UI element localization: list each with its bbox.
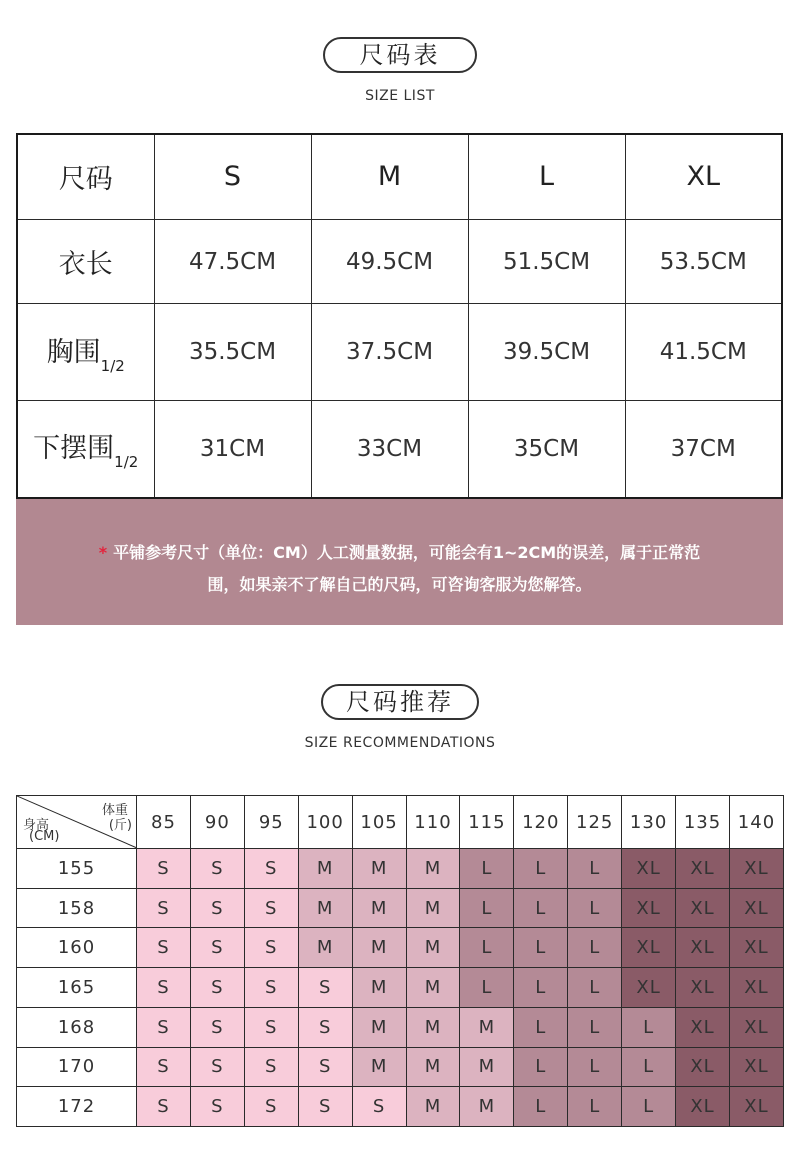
size-cell: L [460, 888, 514, 928]
size-cell: M [352, 1007, 406, 1047]
size-cell: L [622, 1007, 676, 1047]
size-cell: S [190, 1007, 244, 1047]
table-cell: 35CM [468, 400, 625, 498]
size-cell: XL [676, 1087, 730, 1127]
size-header-s: S [154, 134, 311, 219]
size-cell: L [460, 928, 514, 968]
size-cell: L [568, 1007, 622, 1047]
size-cell: XL [729, 1047, 783, 1087]
table-row [17, 888, 784, 928]
size-cell: S [244, 968, 298, 1008]
size-cell: L [460, 849, 514, 889]
size-cell: M [352, 1047, 406, 1087]
size-row-length [17, 219, 782, 303]
table-cell: 39.5CM [468, 304, 625, 401]
size-cell: S [298, 1087, 352, 1127]
size-cell: S [298, 1007, 352, 1047]
weight-header-cell: 105 [352, 796, 406, 849]
size-cell: L [622, 1047, 676, 1087]
weight-unit-label: (斤) [108, 818, 132, 833]
size-cell: M [406, 1087, 460, 1127]
size-cell: S [352, 1087, 406, 1127]
size-cell: S [137, 968, 191, 1008]
size-cell: S [190, 928, 244, 968]
size-cell: XL [676, 849, 730, 889]
size-cell: S [244, 928, 298, 968]
size-cell: XL [676, 1047, 730, 1087]
size-cell: S [137, 888, 191, 928]
size-cell: M [460, 1007, 514, 1047]
weight-header-cell: 100 [298, 796, 352, 849]
size-list-title: 尺码表 [323, 37, 477, 73]
size-cell: XL [676, 928, 730, 968]
weight-header-cell: 95 [244, 796, 298, 849]
height-cell: 160 [17, 928, 137, 968]
weight-header-cell: 135 [676, 796, 730, 849]
size-cell: M [406, 1047, 460, 1087]
table-row [17, 1007, 784, 1047]
size-cell: L [568, 928, 622, 968]
size-cell: S [190, 888, 244, 928]
row-label-chest: 胸围$_{1/2}$ [17, 304, 154, 401]
size-cell: M [298, 849, 352, 889]
size-cell: S [137, 1047, 191, 1087]
size-header-row [17, 134, 782, 219]
weight-header-cell: 90 [190, 796, 244, 849]
size-cell: S [137, 1007, 191, 1047]
size-cell: L [568, 888, 622, 928]
size-cell: S [137, 928, 191, 968]
corner-cell [17, 796, 137, 849]
size-cell: M [406, 1007, 460, 1047]
size-cell: M [406, 888, 460, 928]
size-row-chest [17, 304, 782, 401]
height-label: 身高 [23, 818, 50, 833]
row-label-hem: 下摆围$_{1/2}$ [17, 400, 154, 498]
size-header-label: 尺码 [17, 134, 154, 219]
table-cell: 51.5CM [468, 219, 625, 303]
table-row [17, 928, 784, 968]
table-cell: 49.5CM [311, 219, 468, 303]
weight-header-cell: 85 [137, 796, 191, 849]
size-cell: S [137, 1087, 191, 1127]
size-cell: S [244, 888, 298, 928]
size-list-subtitle: SIZE LIST [365, 88, 435, 104]
height-cell: 158 [17, 888, 137, 928]
height-cell: 170 [17, 1047, 137, 1087]
size-cell: L [460, 968, 514, 1008]
height-unit-label: (CM) [29, 829, 60, 844]
size-cell: M [352, 968, 406, 1008]
size-cell: S [298, 968, 352, 1008]
weight-header-cell: 130 [622, 796, 676, 849]
size-cell: S [244, 1047, 298, 1087]
size-cell: L [514, 1047, 568, 1087]
size-cell: L [568, 1047, 622, 1087]
size-cell: XL [622, 968, 676, 1008]
size-cell: M [352, 888, 406, 928]
size-cell: S [190, 1047, 244, 1087]
size-cell: M [406, 968, 460, 1008]
size-cell: M [298, 888, 352, 928]
size-cell: XL [729, 928, 783, 968]
table-cell: 47.5CM [154, 219, 311, 303]
table-row [17, 968, 784, 1008]
size-cell: XL [676, 968, 730, 1008]
size-header-xl: XL [625, 134, 782, 219]
size-cell: XL [729, 1087, 783, 1127]
note-line-1: * 平铺参考尺寸（单位：CM）人工测量数据，可能会有1~2CM的误差，属于正常范 [98, 543, 701, 562]
size-cell: L [514, 1087, 568, 1127]
size-cell: XL [622, 888, 676, 928]
size-cell: L [514, 928, 568, 968]
height-cell: 172 [17, 1087, 137, 1127]
size-row-hem [17, 400, 782, 498]
size-header-m: M [311, 134, 468, 219]
size-cell: S [190, 968, 244, 1008]
size-cell: L [514, 1007, 568, 1047]
size-cell: XL [622, 849, 676, 889]
height-cell: 165 [17, 968, 137, 1008]
size-cell: S [244, 849, 298, 889]
table-cell: 37CM [625, 400, 782, 498]
table-cell: 41.5CM [625, 304, 782, 401]
table-cell: 53.5CM [625, 219, 782, 303]
size-list-table [16, 133, 783, 499]
size-header-l: L [468, 134, 625, 219]
row-label-length: 衣长 [17, 219, 154, 303]
size-cell: L [514, 849, 568, 889]
size-cell: M [298, 928, 352, 968]
weight-label: 体重 [101, 803, 128, 818]
size-cell: L [514, 968, 568, 1008]
size-cell: S [137, 849, 191, 889]
weight-header-cell: 125 [568, 796, 622, 849]
weight-header-row [17, 796, 784, 849]
size-cell: S [190, 849, 244, 889]
height-cell: 168 [17, 1007, 137, 1047]
weight-header-cell: 140 [729, 796, 783, 849]
size-cell: XL [676, 1007, 730, 1047]
size-cell: M [352, 849, 406, 889]
size-cell: L [622, 1087, 676, 1127]
table-cell: 35.5CM [154, 304, 311, 401]
table-cell: 37.5CM [311, 304, 468, 401]
weight-header-cell: 110 [406, 796, 460, 849]
size-cell: M [406, 928, 460, 968]
note-asterisk: * [98, 543, 108, 562]
recommendations-subtitle: SIZE RECOMMENDATIONS [304, 735, 496, 751]
measurement-note [16, 499, 783, 625]
weight-header-cell: 115 [460, 796, 514, 849]
size-cell: L [568, 1087, 622, 1127]
recommendations-title: 尺码推荐 [321, 684, 479, 720]
size-cell: XL [729, 1007, 783, 1047]
size-cell: L [568, 968, 622, 1008]
size-cell: L [568, 849, 622, 889]
size-cell: M [352, 928, 406, 968]
height-cell: 155 [17, 849, 137, 889]
table-row [17, 1047, 784, 1087]
size-cell: XL [729, 888, 783, 928]
note-line-2: 围，如果亲不了解自己的尺码，可咨询客服为您解答。 [207, 575, 592, 594]
table-row [17, 1087, 784, 1127]
table-row [17, 849, 784, 889]
size-cell: M [460, 1047, 514, 1087]
table-cell: 33CM [311, 400, 468, 498]
size-cell: S [244, 1007, 298, 1047]
size-cell: M [406, 849, 460, 889]
size-cell: XL [622, 928, 676, 968]
size-cell: M [460, 1087, 514, 1127]
size-cell: S [244, 1087, 298, 1127]
size-cell: XL [729, 968, 783, 1008]
size-cell: XL [676, 888, 730, 928]
weight-header-cell: 120 [514, 796, 568, 849]
table-cell: 31CM [154, 400, 311, 498]
size-recommendation-table [16, 795, 784, 1127]
size-cell: S [298, 1047, 352, 1087]
size-cell: XL [729, 849, 783, 889]
size-cell: S [190, 1087, 244, 1127]
size-cell: L [514, 888, 568, 928]
